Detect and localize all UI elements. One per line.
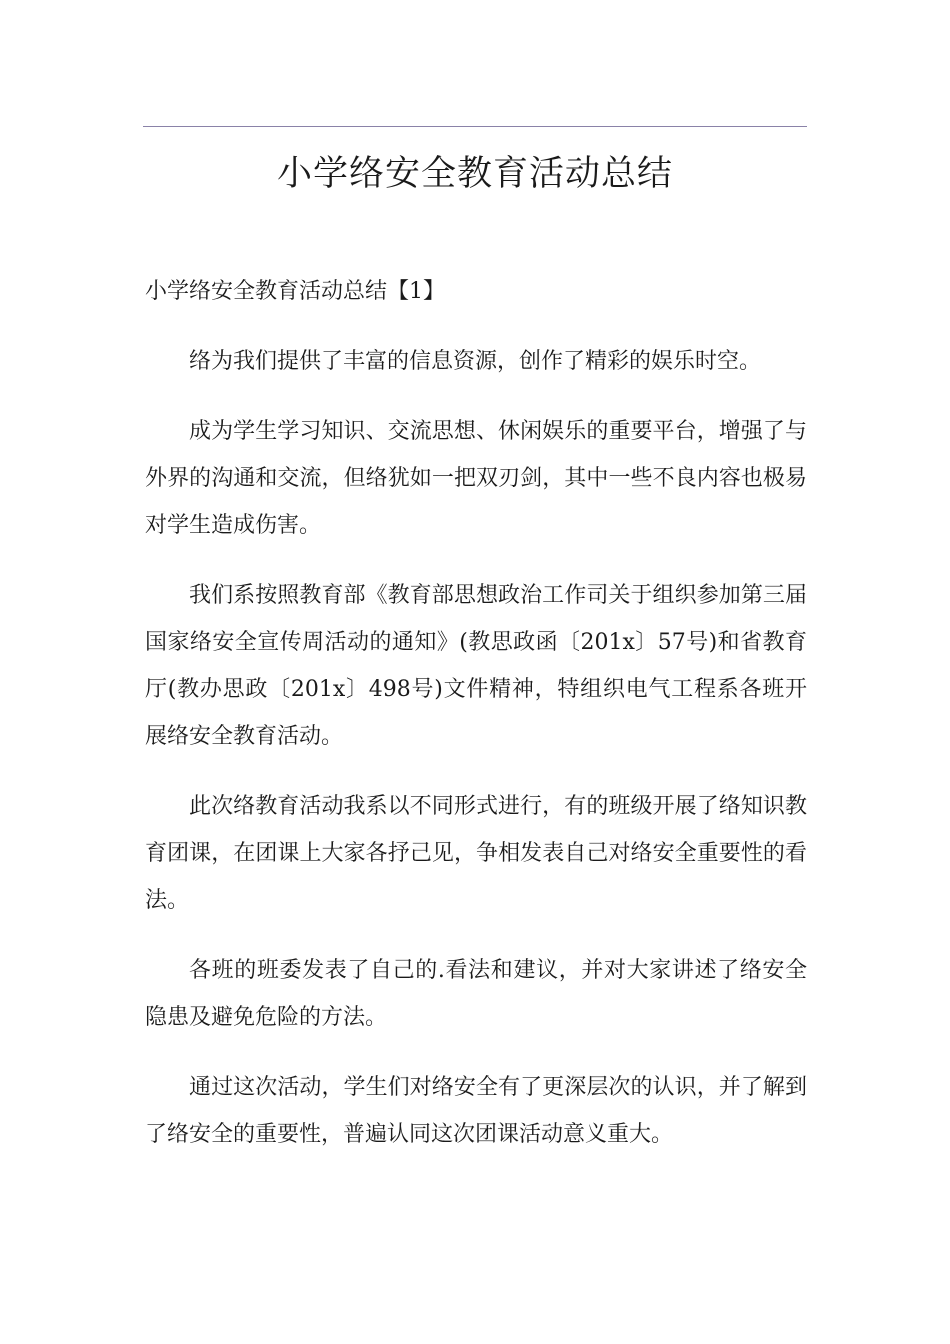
paragraph-4: 此次络教育活动我系以不同形式进行，有的班级开展了络知识教育团课，在团课上大家各抒己见，争相发表自己对络安全重要性的看法。 (145, 794, 807, 913)
paragraph-2: 成为学生学习知识、交流思想、休闲娱乐的重要平台，增强了与外界的沟通和交流，但络犹如一把双刃剑，其中一些不良内容也极易对学生造成伤害。 (145, 419, 807, 538)
paragraph-3: 我们系按照教育部《教育部思想政治工作司关于组织参加第三届国家络安全宣传周活动的通知》(教思政函〔201x〕57号)和省教育厅(教办思政〔201x〕498号)文件精神，特组织电气工程系各班开展络安全教育活动。 (145, 583, 807, 749)
section-heading: 小学络安全教育活动总结【1】 (145, 279, 445, 304)
document-body (145, 338, 807, 1181)
paragraph-6: 通过这次活动，学生们对络安全有了更深层次的认识，并了解到了络安全的重要性，普遍认同这次团课活动意义重大。 (145, 1075, 807, 1147)
paragraph-5: 各班的班委发表了自己的.看法和建议，并对大家讲述了络安全隐患及避免危险的方法。 (145, 958, 807, 1030)
paragraph-1: 络为我们提供了丰富的信息资源，创作了精彩的娱乐时空。 (189, 349, 762, 374)
document-title: 小学络安全教育活动总结 (276, 154, 673, 194)
header-rule (143, 126, 807, 127)
